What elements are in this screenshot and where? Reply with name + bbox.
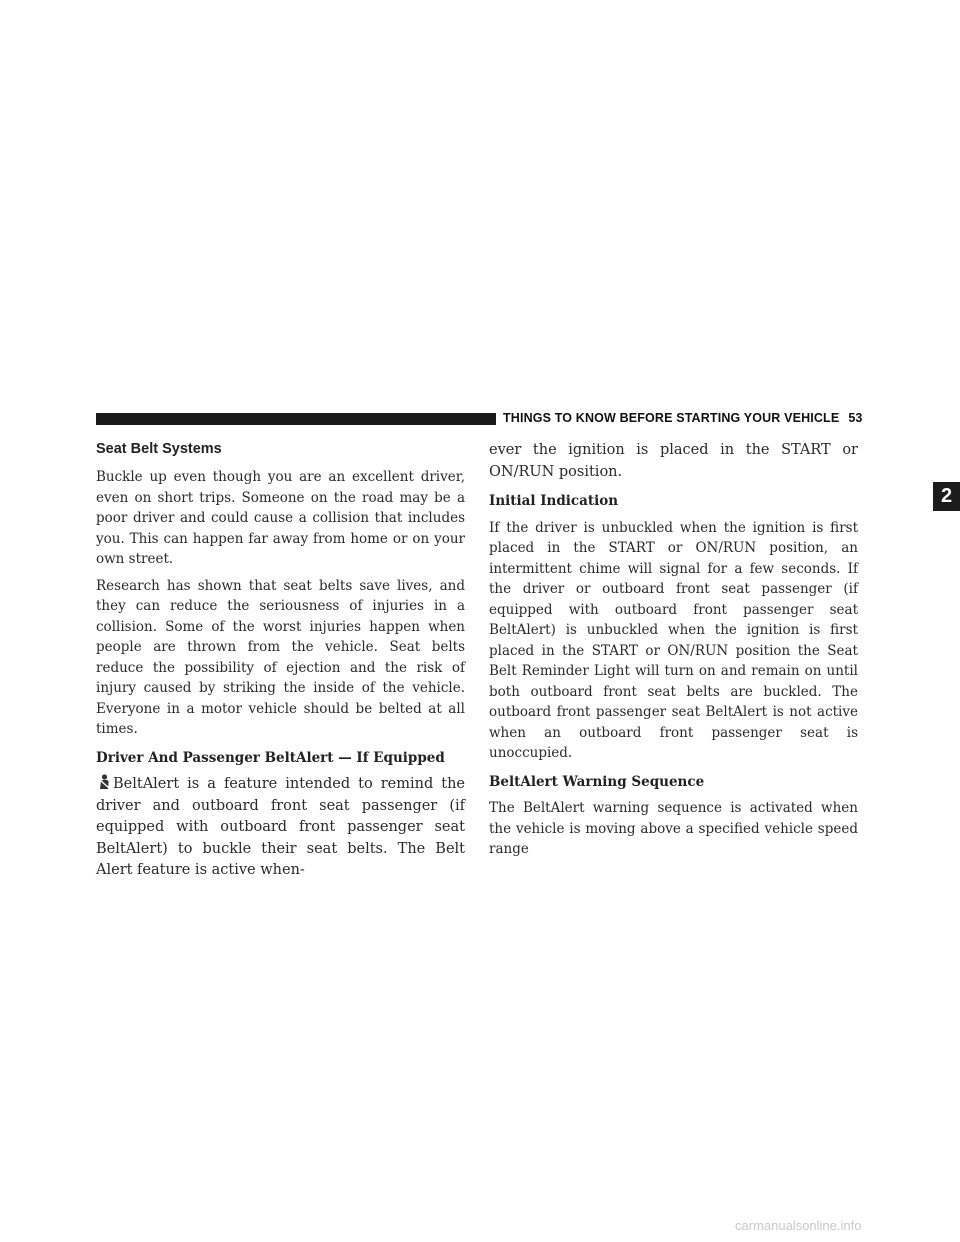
subheading-initial-indication: Initial Indication bbox=[489, 493, 619, 509]
running-header bbox=[503, 411, 863, 425]
paragraph-beltalert bbox=[96, 774, 465, 882]
paragraph-research: Research has shown that seat belts save lives, and they can reduce the seriousness of injuries in a collision. Some of the worst injuries happen when people are thrown from the vehicle. Seat belts reduce the possibility of ejection and the risk of injury caused by striking the inside of the vehicle. Everyone in a motor vehicle should be belted at all times. bbox=[96, 577, 465, 737]
paragraph-warning-sequence: The BeltAlert warning sequence is activated when the vehicle is moving above a specified vehicle speed range bbox=[489, 800, 858, 857]
section-title: Seat Belt Systems bbox=[96, 441, 222, 457]
paragraph-initial-indication: If the driver is unbuckled when the ignition is first placed in the START or ON/RUN position, an intermittent chime will signal for a few seconds. If the driver or outboard front seat passenger (if equipped with outboard front passenger seat BeltAlert) is unbuckled when the ignition is first placed in the START or ON/RUN position the Seat Belt Reminder Light will turn on and remain on until both outboard front seat belts are buckled. The outboard front passenger seat BeltAlert is not active when an outboard front passenger seat is unoccupied. bbox=[489, 519, 858, 761]
paragraph-continuation: ever the ignition is placed in the START or ON/RUN position. bbox=[489, 442, 858, 480]
paragraph-buckle-up: Buckle up even though you are an excellent driver, even on short trips. Someone on the road may be a poor driver and could cause a collision that includes you. This can happen far away from home or on your own street. bbox=[96, 469, 465, 567]
paragraph-beltalert-text: BeltAlert is a feature intended to remind the driver and outboard front seat passenger (if equipped with outboard front passenger seat BeltAlert) to buckle their seat belts. The Belt Alert feature is active when- bbox=[96, 776, 465, 878]
right-column bbox=[489, 440, 858, 860]
chapter-title: THINGS TO KNOW BEFORE STARTING YOUR VEHICLE bbox=[503, 411, 840, 425]
chapter-tab: 2 bbox=[933, 482, 960, 511]
subheading-beltalert: Driver And Passenger BeltAlert — If Equipped bbox=[96, 749, 445, 766]
watermark: carmanualsonline.info bbox=[735, 1218, 862, 1233]
subheading-warning-sequence: BeltAlert Warning Sequence bbox=[489, 773, 705, 790]
page-number: 53 bbox=[848, 411, 863, 425]
header-rule-bar bbox=[96, 413, 496, 425]
left-column bbox=[96, 438, 465, 882]
seat-belt-reminder-icon bbox=[96, 774, 112, 790]
